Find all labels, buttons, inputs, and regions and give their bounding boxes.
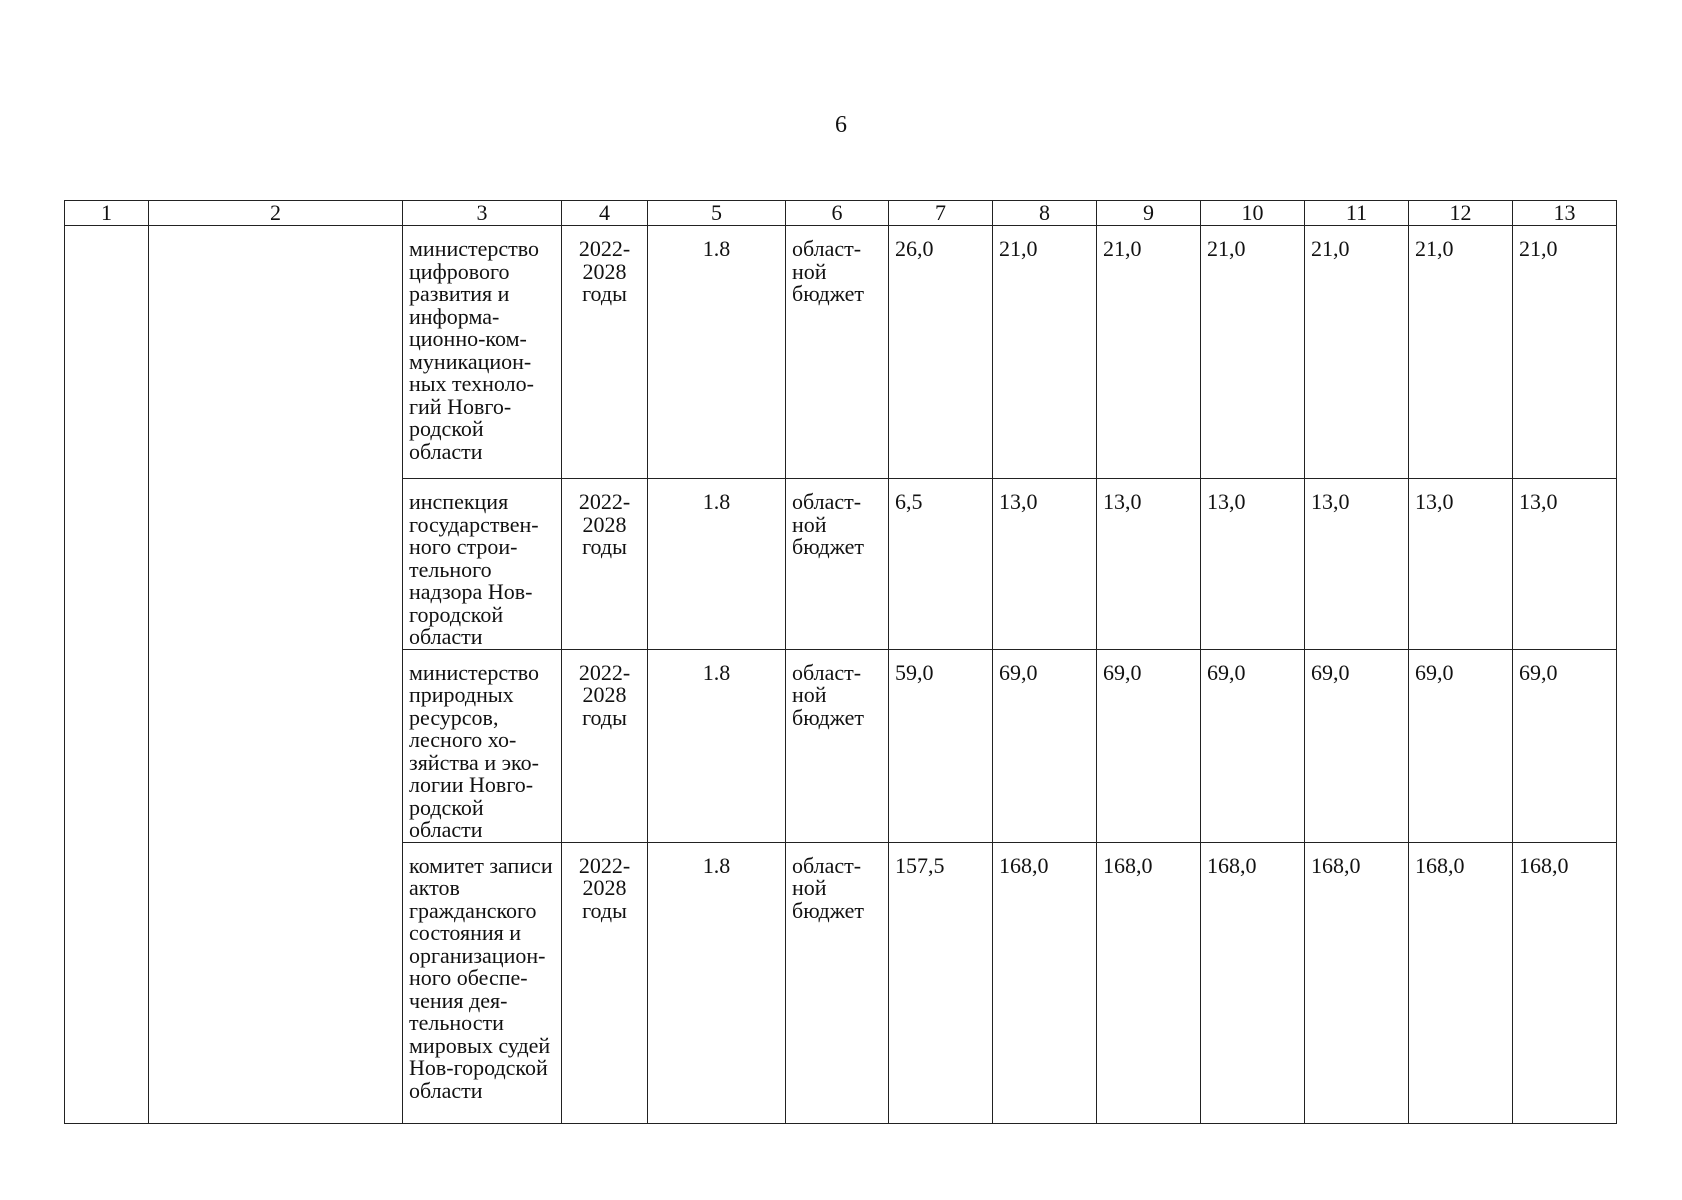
- period-cell: 2022-2028 годы: [562, 842, 648, 1123]
- header-cell: 3: [403, 201, 562, 226]
- table-row: [65, 226, 1617, 479]
- value-cell: 69,0: [1097, 649, 1201, 842]
- executor-cell: министерство природных ресурсов, лесного хо-зяйства и эко-логии Новго-родской области: [403, 649, 562, 842]
- executor-cell: министерство цифрового развития и информа-ционно-ком-муникацион-ных техноло-гий Новго-родской области: [403, 226, 562, 479]
- value-cell: 168,0: [1409, 842, 1513, 1123]
- value-cell: 168,0: [993, 842, 1097, 1123]
- period-cell: 2022-2028 годы: [562, 479, 648, 650]
- header-row: [65, 201, 1617, 226]
- value-cell: 21,0: [1201, 226, 1305, 479]
- header-cell: 4: [562, 201, 648, 226]
- header-cell: 6: [786, 201, 889, 226]
- page-number: 6: [835, 112, 847, 138]
- value-cell: 13,0: [1305, 479, 1409, 650]
- source-cell: област-ной бюджет: [786, 226, 889, 479]
- value-cell: 168,0: [1513, 842, 1617, 1123]
- header-cell: 7: [889, 201, 993, 226]
- target-cell: 1.8: [648, 649, 786, 842]
- value-cell: 69,0: [993, 649, 1097, 842]
- source-cell: област-ной бюджет: [786, 479, 889, 650]
- value-cell: 21,0: [1097, 226, 1201, 479]
- header-cell: 1: [65, 201, 149, 226]
- value-cell: 168,0: [1201, 842, 1305, 1123]
- target-cell: 1.8: [648, 842, 786, 1123]
- value-cell: 59,0: [889, 649, 993, 842]
- value-cell: 157,5: [889, 842, 993, 1123]
- value-cell: 21,0: [1409, 226, 1513, 479]
- value-cell: 69,0: [1513, 649, 1617, 842]
- header-cell: 9: [1097, 201, 1201, 226]
- col1-cell: [65, 226, 149, 1124]
- value-cell: 13,0: [1409, 479, 1513, 650]
- header-cell: 10: [1201, 201, 1305, 226]
- value-cell: 69,0: [1409, 649, 1513, 842]
- value-cell: 13,0: [1513, 479, 1617, 650]
- value-cell: 6,5: [889, 479, 993, 650]
- value-cell: 168,0: [1097, 842, 1201, 1123]
- value-cell: 21,0: [993, 226, 1097, 479]
- budget-table: [64, 200, 1617, 1124]
- value-cell: 13,0: [993, 479, 1097, 650]
- period-cell: 2022-2028 годы: [562, 226, 648, 479]
- value-cell: 26,0: [889, 226, 993, 479]
- value-cell: 13,0: [1097, 479, 1201, 650]
- header-cell: 5: [648, 201, 786, 226]
- period-cell: 2022-2028 годы: [562, 649, 648, 842]
- header-cell: 12: [1409, 201, 1513, 226]
- value-cell: 21,0: [1513, 226, 1617, 479]
- executor-cell: инспекция государствен-ного строи-тельного надзора Нов-городской области: [403, 479, 562, 650]
- header-cell: 13: [1513, 201, 1617, 226]
- header-cell: 2: [149, 201, 403, 226]
- header-cell: 8: [993, 201, 1097, 226]
- source-cell: област-ной бюджет: [786, 842, 889, 1123]
- value-cell: 13,0: [1201, 479, 1305, 650]
- value-cell: 69,0: [1201, 649, 1305, 842]
- value-cell: 69,0: [1305, 649, 1409, 842]
- col2-cell: [149, 226, 403, 1124]
- source-cell: област-ной бюджет: [786, 649, 889, 842]
- value-cell: 168,0: [1305, 842, 1409, 1123]
- header-cell: 11: [1305, 201, 1409, 226]
- value-cell: 21,0: [1305, 226, 1409, 479]
- target-cell: 1.8: [648, 226, 786, 479]
- target-cell: 1.8: [648, 479, 786, 650]
- executor-cell: комитет записи актов гражданского состояния и организацион-ного обеспе-чения дея-тельности мировых судей Нов-городской области: [403, 842, 562, 1123]
